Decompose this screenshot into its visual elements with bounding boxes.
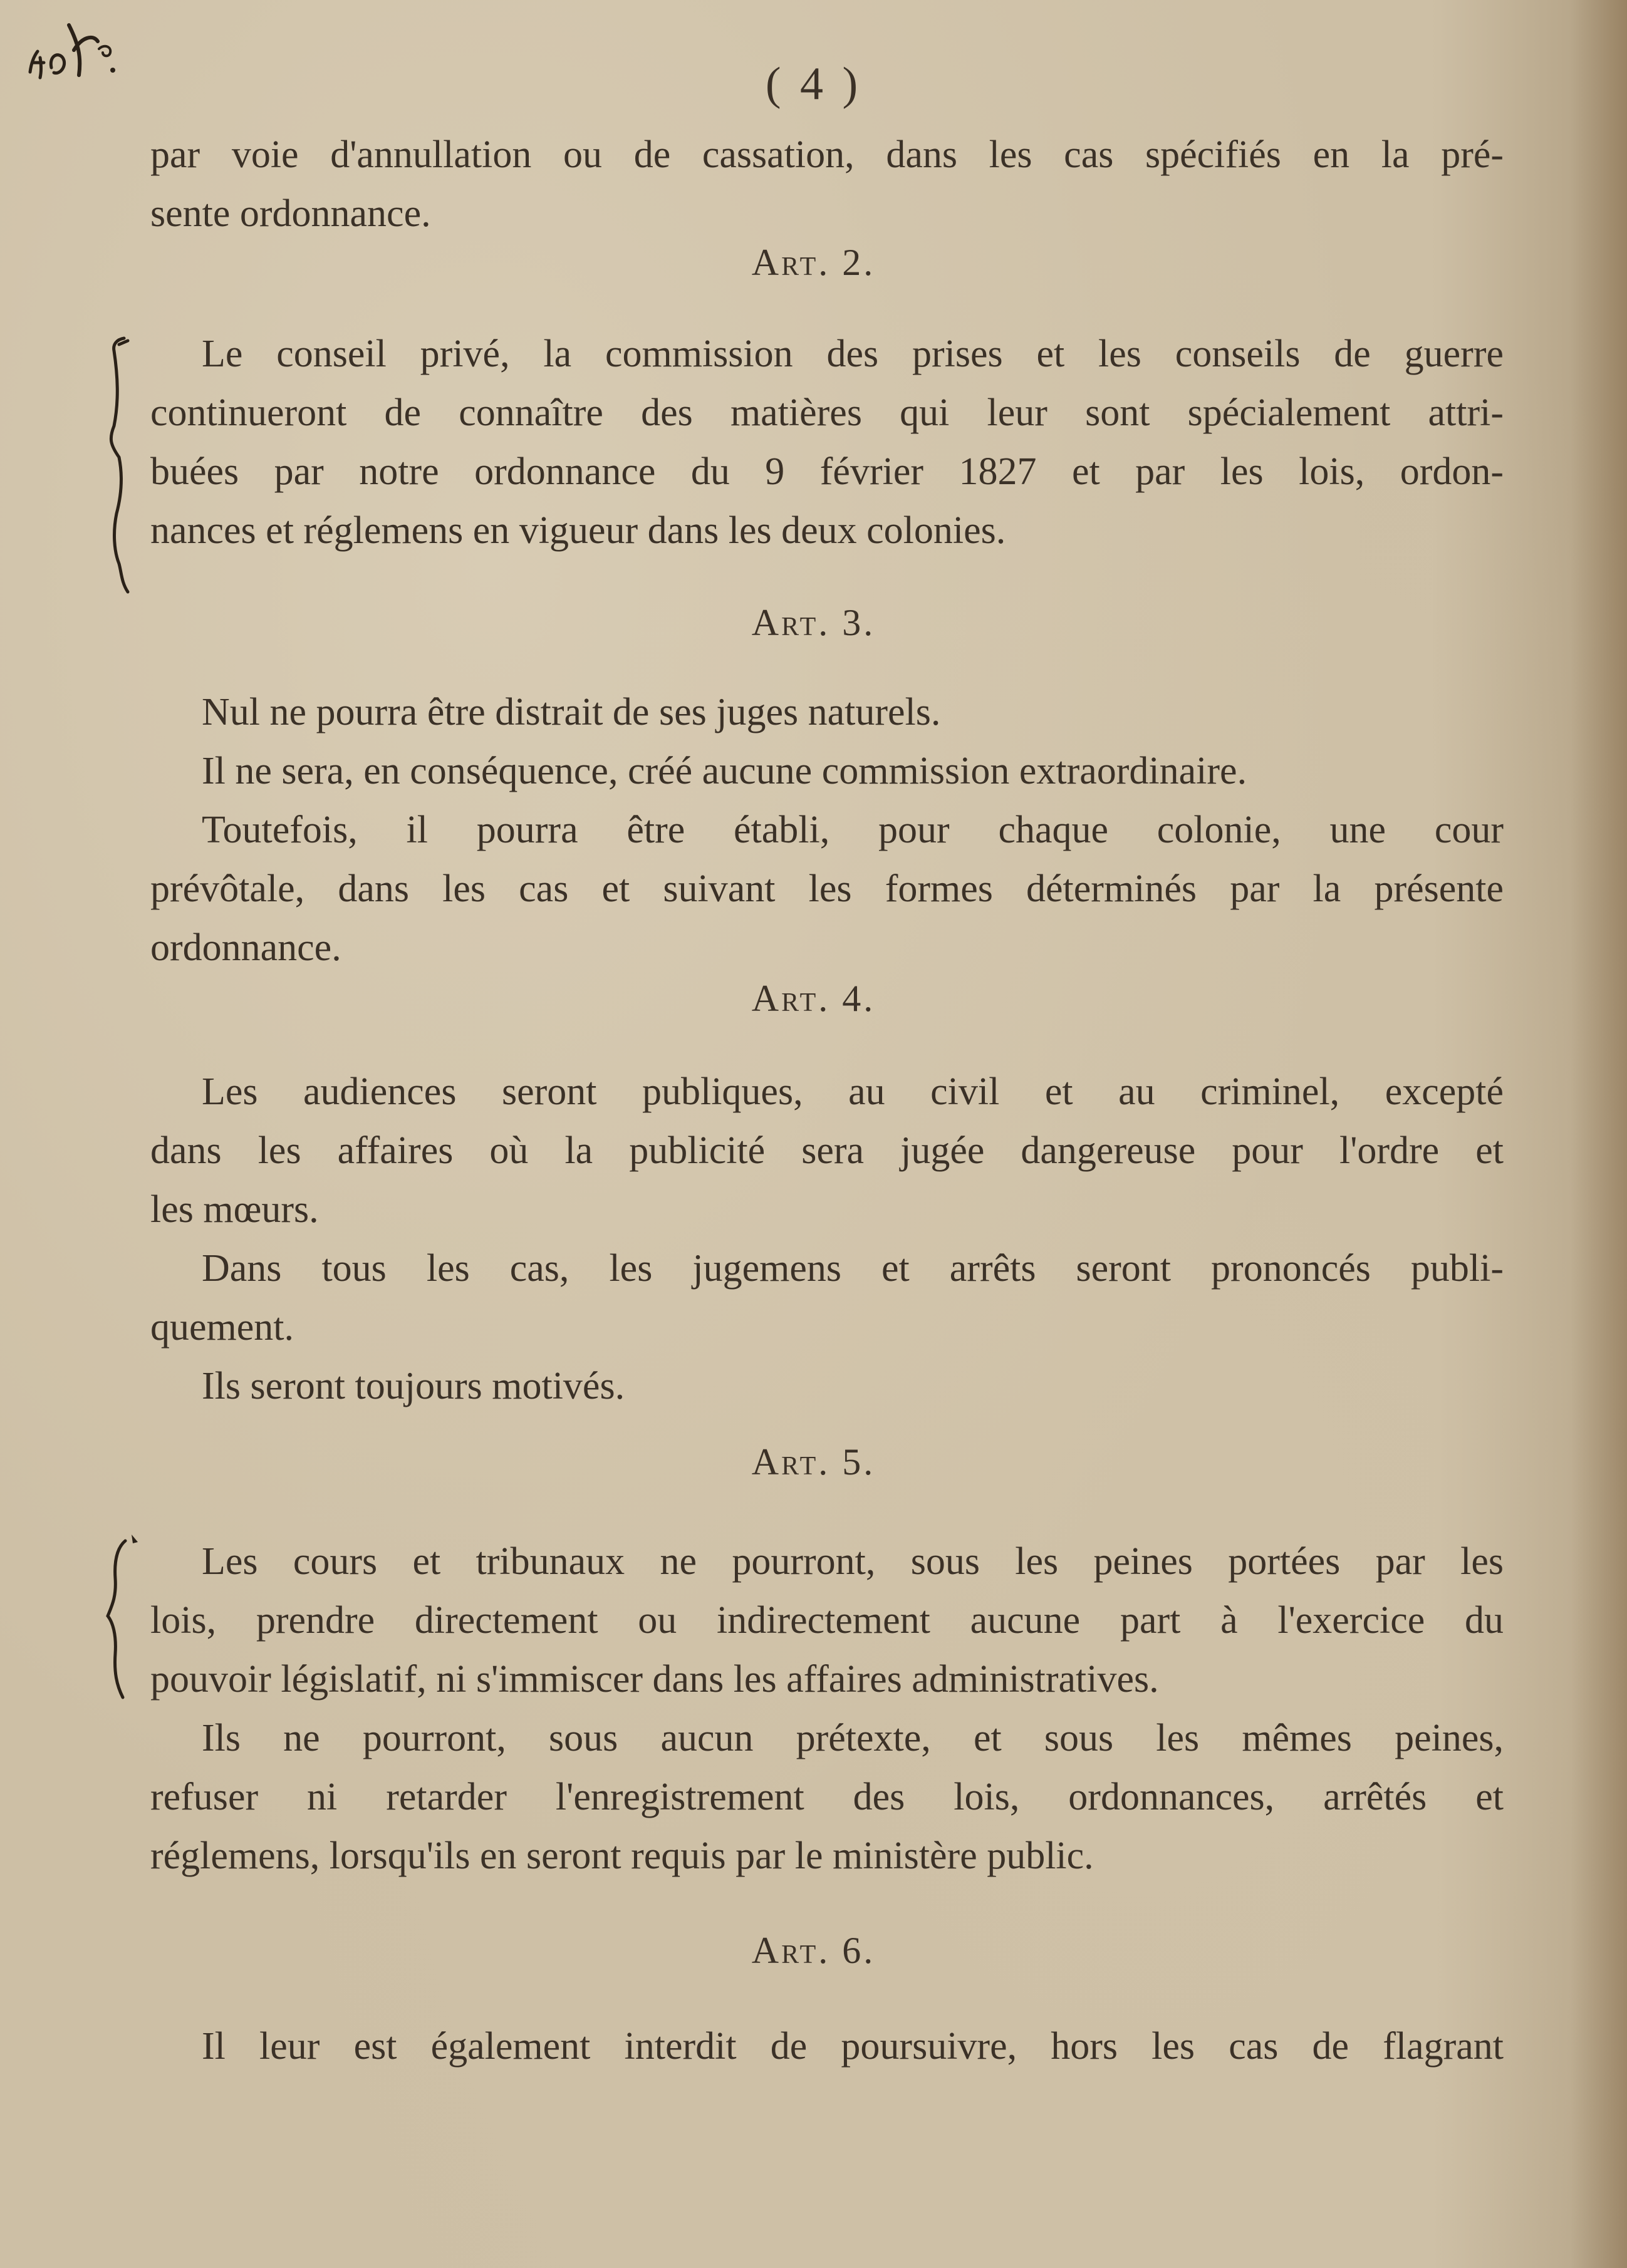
article-heading-2: Art. 2. bbox=[751, 242, 876, 283]
text-line: Il leur est également interdit de poursuivre, hors les cas de flagrant bbox=[202, 2025, 1504, 2068]
article-heading-3: Art. 3. bbox=[751, 602, 876, 643]
text-line: prévôtale, dans les cas et suivant les formes déterminés par la présente bbox=[150, 867, 1504, 910]
article-heading-4: Art. 4. bbox=[751, 978, 876, 1019]
text-line: continueront de connaître des matières qui leur sont spécialement attri- bbox=[150, 391, 1504, 434]
article-5-paragraphs bbox=[150, 1532, 1504, 1885]
article-2-paragraph bbox=[150, 324, 1504, 560]
text-line: ordonnance. bbox=[150, 926, 341, 969]
text-line: dans les affaires où la publicité sera jugée dangereuse pour l'ordre et bbox=[150, 1129, 1504, 1172]
text-line: Ils seront toujours motivés. bbox=[202, 1365, 625, 1407]
intro-paragraph bbox=[150, 125, 1504, 243]
text-line: Les cours et tribunaux ne pourront, sous les peines portées par les bbox=[202, 1540, 1504, 1583]
text-line: lois, prendre directement ou indirectement aucune part à l'exercice du bbox=[150, 1599, 1504, 1642]
margin-bracket-icon bbox=[100, 332, 138, 595]
text-line: refuser ni retarder l'enregistrement des lois, ordonnances, arrêtés et bbox=[150, 1776, 1504, 1818]
article-heading-5: Art. 5. bbox=[751, 1441, 876, 1483]
text-line: les mœurs. bbox=[150, 1188, 319, 1231]
text-line: par voie d'annullation ou de cassation, dans les cas spécifiés en la pré- bbox=[150, 133, 1504, 176]
text-line: réglemens, lorsqu'ils en seront requis par le ministère public. bbox=[150, 1835, 1094, 1877]
text-line: Il ne sera, en conséquence, créé aucune commission extraordinaire. bbox=[202, 750, 1247, 792]
text-line: pouvoir législatif, ni s'immiscer dans les affaires administratives. bbox=[150, 1658, 1159, 1701]
page-edge-shadow bbox=[1571, 0, 1627, 2268]
text-line: Ils ne pourront, sous aucun prétexte, et sous les mêmes peines, bbox=[202, 1717, 1504, 1759]
text-line: Les audiences seront publiques, au civil et au criminel, excepté bbox=[202, 1070, 1504, 1113]
text-line: nances et réglemens en vigueur dans les deux colonies. bbox=[150, 509, 1006, 552]
article-3-paragraphs bbox=[150, 683, 1504, 977]
text-line: Le conseil privé, la commission des prises et les conseils de guerre bbox=[202, 333, 1504, 375]
text-line: Nul ne pourra être distrait de ses juges naturels. bbox=[202, 691, 941, 733]
text-line: Toutefois, il pourra être établi, pour chaque colonie, une cour bbox=[202, 809, 1504, 851]
text-line: Dans tous les cas, les jugemens et arrêts seront prononcés publi- bbox=[202, 1247, 1504, 1290]
text-line: quement. bbox=[150, 1306, 294, 1349]
text-line: sente ordonnance. bbox=[150, 192, 431, 235]
page-number: ( 4 ) bbox=[765, 58, 862, 110]
article-6-paragraph bbox=[150, 2017, 1504, 2076]
article-4-paragraphs bbox=[150, 1062, 1504, 1416]
margin-bracket-icon bbox=[100, 1528, 144, 1704]
article-heading-6: Art. 6. bbox=[751, 1930, 876, 1971]
text-line: buées par notre ordonnance du 9 février 1827 et par les lois, ordon- bbox=[150, 450, 1504, 493]
